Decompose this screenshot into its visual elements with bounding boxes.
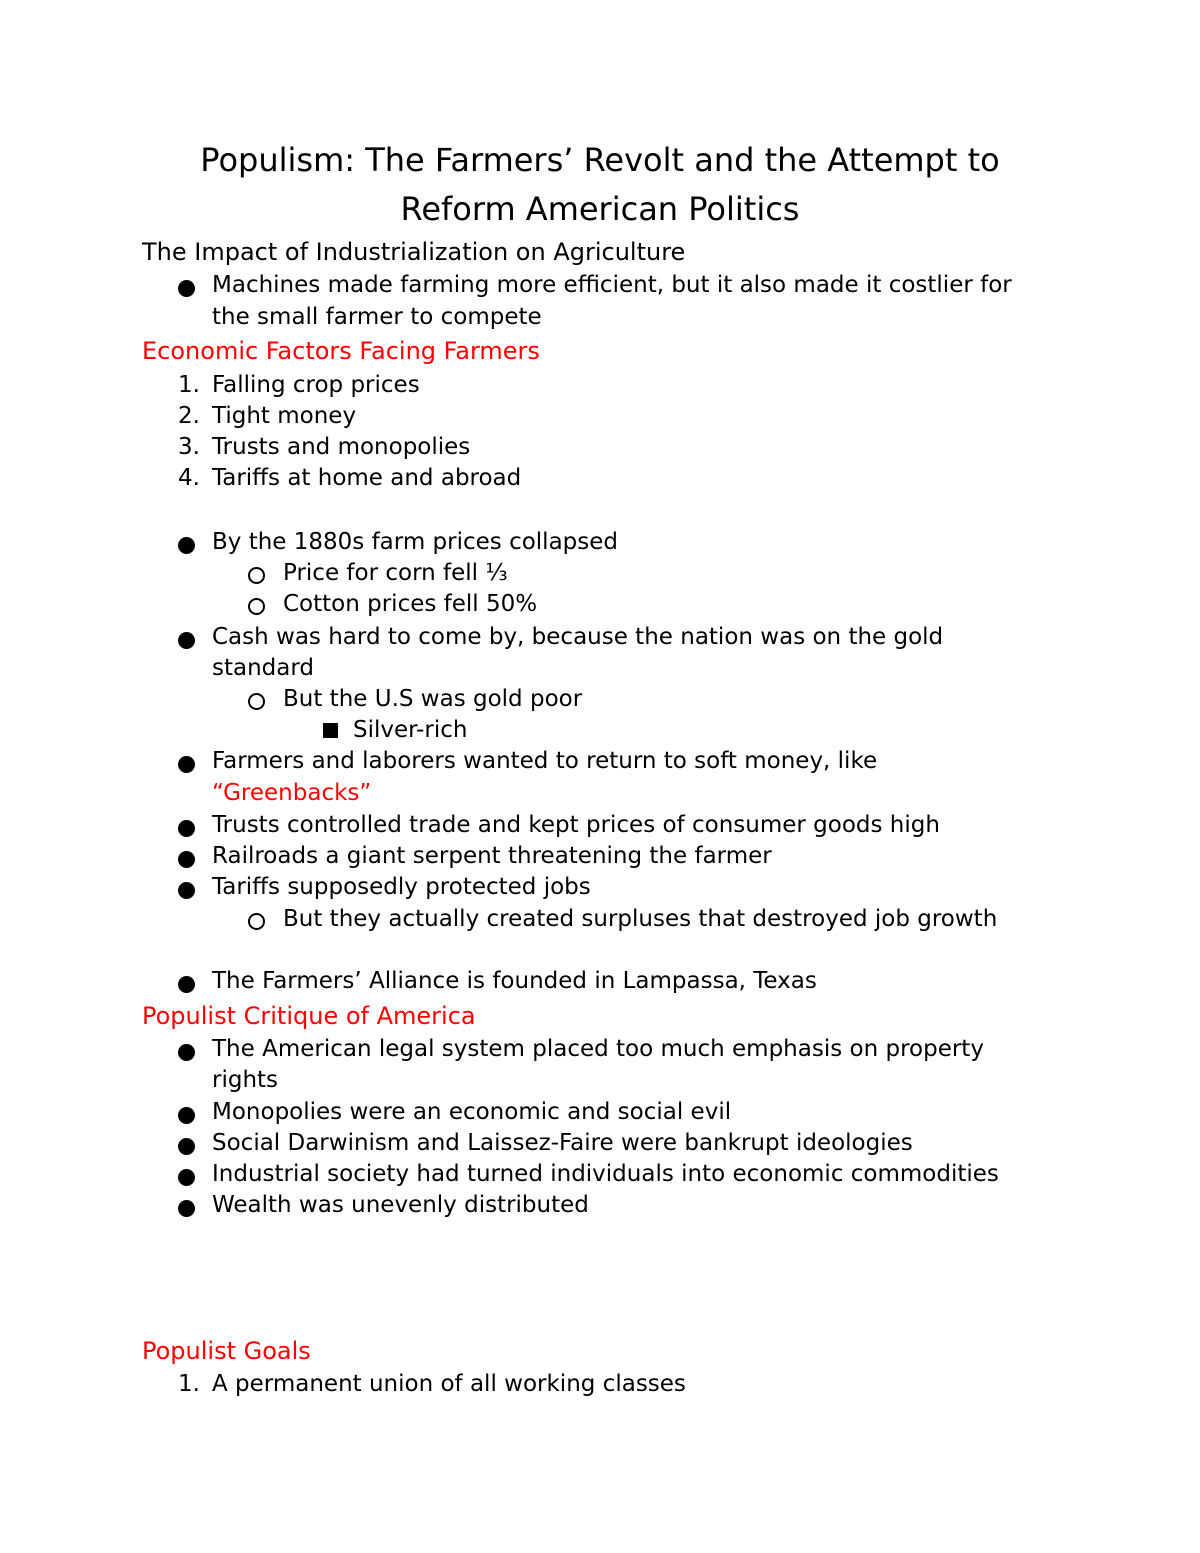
bullet-circle-icon bbox=[248, 567, 265, 584]
bullet-text-continued: rights bbox=[212, 1067, 279, 1093]
bullet-text: By the 1880s farm prices collapsed bbox=[212, 529, 619, 555]
bullet-dot-icon bbox=[178, 280, 195, 297]
list-item: Tariffs at home and abroad bbox=[212, 465, 522, 491]
title-line-2: Reform American Politics bbox=[400, 190, 800, 228]
sub-bullet-text: Price for corn fell ⅓ bbox=[283, 560, 508, 586]
greenbacks-term: “Greenbacks” bbox=[212, 780, 372, 806]
list-number: 1. bbox=[178, 1371, 200, 1397]
bullet-text: Railroads a giant serpent threatening the farmer bbox=[212, 843, 772, 869]
bullet-dot-icon bbox=[178, 1169, 195, 1186]
bullet-text: Industrial society had turned individuals into economic commodities bbox=[212, 1161, 999, 1187]
list-number: 1. bbox=[178, 372, 200, 398]
list-item: Falling crop prices bbox=[212, 372, 420, 398]
sub-bullet-text: But the U.S was gold poor bbox=[283, 686, 583, 712]
heading-economic-factors: Economic Factors Facing Farmers bbox=[142, 337, 540, 365]
bullet-square-icon bbox=[323, 723, 338, 738]
bullet-text: Tariffs supposedly protected jobs bbox=[212, 874, 591, 900]
list-item: A permanent union of all working classes bbox=[212, 1371, 686, 1397]
bullet-dot-icon bbox=[178, 537, 195, 554]
bullet-text: Cash was hard to come by, because the nation was on the gold bbox=[212, 624, 944, 650]
bullet-text: The Farmers’ Alliance is founded in Lampassa, Texas bbox=[212, 968, 817, 994]
heading-populist-goals: Populist Goals bbox=[142, 1337, 311, 1365]
bullet-text-continued: standard bbox=[212, 655, 315, 681]
bullet-dot-icon bbox=[178, 882, 195, 899]
heading-impact-industrialization: The Impact of Industrialization on Agriculture bbox=[142, 238, 686, 266]
list-number: 3. bbox=[178, 434, 200, 460]
bullet-dot-icon bbox=[178, 976, 195, 993]
bullet-text: Trusts controlled trade and kept prices of consumer goods high bbox=[212, 812, 940, 838]
list-number: 4. bbox=[178, 465, 200, 491]
bullet-text: Social Darwinism and Laissez-Faire were bankrupt ideologies bbox=[212, 1130, 913, 1156]
bullet-dot-icon bbox=[178, 1138, 195, 1155]
list-number: 2. bbox=[178, 403, 200, 429]
bullet-dot-icon bbox=[178, 1044, 195, 1061]
bullet-dot-icon bbox=[178, 632, 195, 649]
list-item: Tight money bbox=[212, 403, 357, 429]
bullet-text: Monopolies were an economic and social evil bbox=[212, 1099, 732, 1125]
bullet-circle-icon bbox=[248, 913, 265, 930]
bullet-text: The American legal system placed too much emphasis on property bbox=[212, 1036, 984, 1062]
bullet-text: Farmers and laborers wanted to return to soft money, like bbox=[212, 748, 878, 774]
bullet-text-continued: the small farmer to compete bbox=[212, 304, 542, 330]
bullet-dot-icon bbox=[178, 820, 195, 837]
title-line-1: Populism: The Farmers’ Revolt and the Attempt to bbox=[200, 141, 1000, 179]
sub-bullet-text: But they actually created surpluses that destroyed job growth bbox=[283, 906, 998, 932]
sub-sub-bullet-text: Silver-rich bbox=[353, 717, 468, 743]
heading-populist-critique: Populist Critique of America bbox=[142, 1002, 476, 1030]
bullet-text: Machines made farming more efficient, but it also made it costlier for bbox=[212, 272, 1012, 298]
bullet-dot-icon bbox=[178, 1107, 195, 1124]
bullet-circle-icon bbox=[248, 598, 265, 615]
bullet-dot-icon bbox=[178, 1200, 195, 1217]
bullet-dot-icon bbox=[178, 851, 195, 868]
list-item: Trusts and monopolies bbox=[212, 434, 471, 460]
sub-bullet-text: Cotton prices fell 50% bbox=[283, 591, 538, 617]
bullet-text: Wealth was unevenly distributed bbox=[212, 1192, 589, 1218]
bullet-dot-icon bbox=[178, 756, 195, 773]
bullet-circle-icon bbox=[248, 693, 265, 710]
